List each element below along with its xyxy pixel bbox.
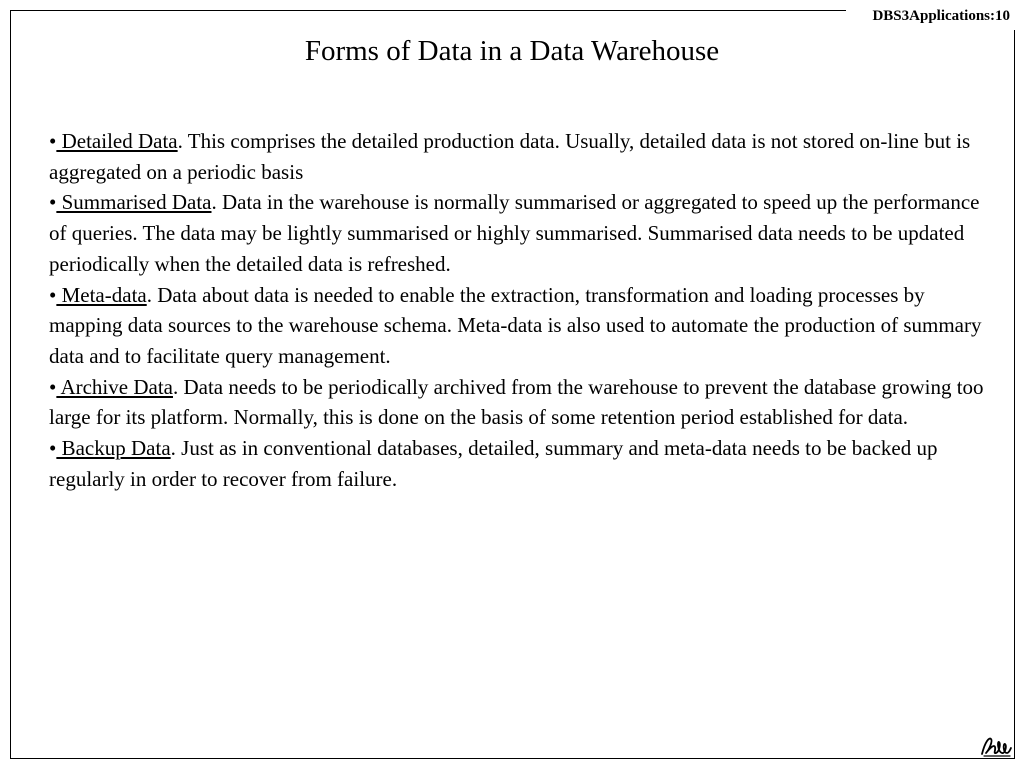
term-archive-data: Archive Data: [56, 374, 173, 399]
bullet-icon: •: [49, 190, 57, 215]
term-backup-data: Backup Data: [56, 436, 171, 461]
frame-right-border: [1014, 30, 1015, 759]
list-item-archive-data: [49, 372, 989, 433]
list-item-summarised-data: [49, 187, 989, 279]
frame-top-border: [10, 10, 846, 11]
bullet-list: [49, 126, 989, 494]
bullet-icon: •: [49, 129, 57, 153]
signature-logo-icon: [980, 734, 1014, 758]
term-meta-data: Meta-data: [56, 282, 147, 307]
slide-id: DBS3Applications:10: [872, 8, 1010, 24]
description-detailed-data: . This comprises the detailed production data. Usually, detailed data is not stored on-line but is aggregated on a periodic basis: [49, 129, 971, 184]
frame-bottom-border: [10, 758, 1014, 759]
list-item-detailed-data: [49, 126, 989, 187]
list-item-meta-data: [49, 280, 989, 372]
bullet-icon: •: [49, 282, 57, 307]
frame-left-border: [10, 10, 11, 758]
description-meta-data: . Data about data is needed to enable the extraction, transformation and loading processes by mapping data sources to the warehouse schema. Meta-data is also used to automate the production of summary data and to facilitate query management.: [49, 282, 982, 368]
list-item-backup-data: [49, 433, 989, 494]
bullet-icon: •: [49, 436, 57, 461]
term-detailed-data: Detailed Data: [56, 129, 178, 153]
description-archive-data: . Data needs to be periodically archived from the warehouse to prevent the database growing too large for its platform. Normally, this is done on the basis of some retention period established for data.: [49, 374, 984, 430]
description-summarised-data: . Data in the warehouse is normally summarised or aggregated to speed up the performance of queries. The data may be lightly summarised or highly summarised. Summarised data needs to be updated periodically when the detailed data is refreshed.: [49, 190, 980, 276]
term-summarised-data: Summarised Data: [56, 190, 212, 215]
page-title: Forms of Data in a Data Warehouse: [304, 35, 720, 67]
bullet-icon: •: [49, 374, 57, 399]
description-backup-data: . Just as in conventional databases, detailed, summary and meta-data needs to be backed up regularly in order to recover from failure.: [49, 436, 938, 491]
